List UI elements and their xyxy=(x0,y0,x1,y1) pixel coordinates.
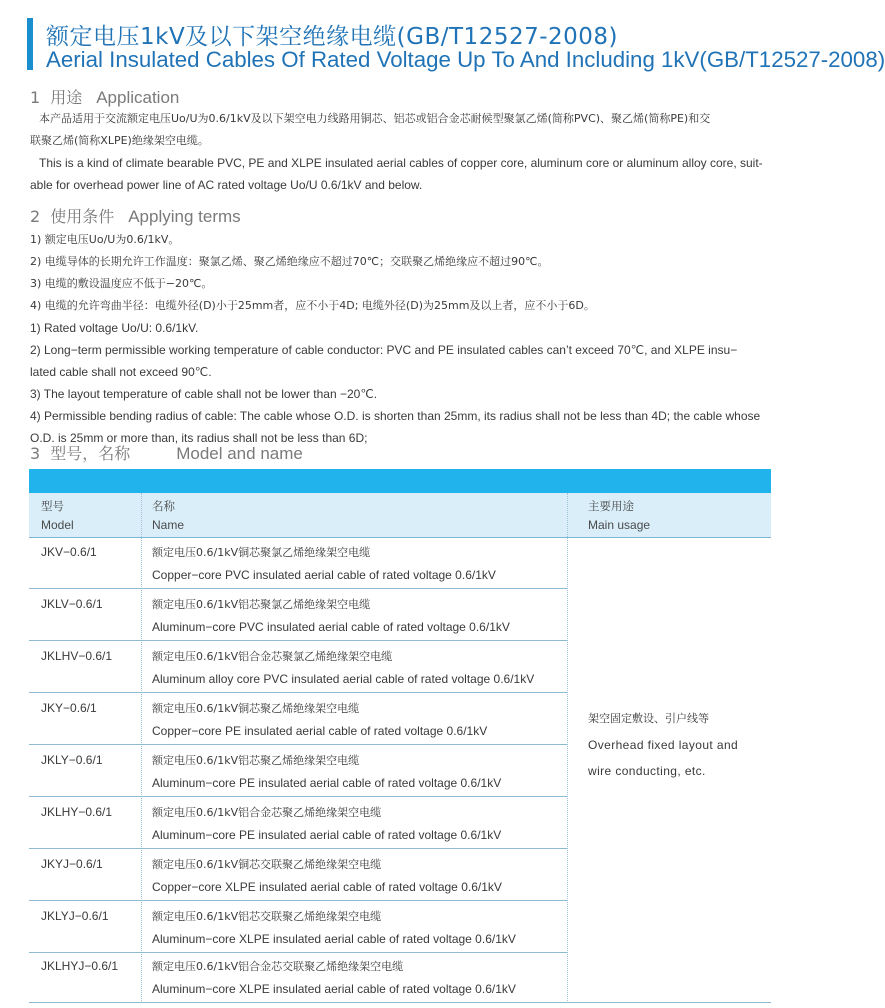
header-name-en: Name xyxy=(152,518,185,532)
text-line: 本产品适用于交流额定电压Uo/U为0.6/1kV及以下架空电力线路用铜芯、铝芯或铝合金芯耐候型聚氯乙烯(简称PVC)、聚乙烯(简称PE)和交 xyxy=(39,112,711,125)
text-line: 3) 电缆的敷设温度应不低于−20℃。 xyxy=(30,277,213,290)
row-name-en: Aluminum alloy core PVC insulated aerial cable of rated voltage 0.6/1kV xyxy=(152,672,535,686)
section-title-cn: 用途 xyxy=(50,88,83,107)
title-accent-bar xyxy=(27,18,33,70)
text-line: lated cable shall not exceed 90℃. xyxy=(30,365,212,379)
column-divider xyxy=(567,493,568,1003)
row-name-en: Copper−core XLPE insulated aerial cable of rated voltage 0.6/1kV xyxy=(152,880,502,894)
header-name xyxy=(152,497,184,535)
page-title-cn: 额定电压1kV及以下架空绝缘电缆(GB/T12527-2008) xyxy=(46,24,619,50)
row-model: JKLHY−0.6/1 xyxy=(41,805,113,819)
header-model-cn: 型号 xyxy=(41,499,64,513)
text-line: 1) Rated voltage Uo/U: 0.6/1kV. xyxy=(30,321,199,335)
row-model: JKLY−0.6/1 xyxy=(41,753,103,767)
row-name-en: Aluminum−core PE insulated aerial cable of rated voltage 0.6/1kV xyxy=(152,828,502,842)
section-terms-heading xyxy=(30,204,241,227)
text-line: 4) Permissible bending radius of cable: The cable whose O.D. is shorten than 25mm, its radius shall not be less than 4D; the cable whose xyxy=(30,409,761,423)
row-model: JKLHV−0.6/1 xyxy=(41,649,113,663)
row-name-en: Copper−core PE insulated aerial cable of rated voltage 0.6/1kV xyxy=(152,724,488,738)
text-line: able for overhead power line of AC rated voltage Uo/U 0.6/1kV and below. xyxy=(30,178,423,192)
row-name-en: Aluminum−core PVC insulated aerial cable of rated voltage 0.6/1kV xyxy=(152,620,510,634)
table-top-band xyxy=(29,469,771,493)
section-title-en: Application xyxy=(96,88,180,107)
row-model: JKYJ−0.6/1 xyxy=(41,857,103,871)
usage-cn: 架空固定敷设、引户线等 xyxy=(588,712,709,725)
row-model: JKY−0.6/1 xyxy=(41,701,97,715)
row-name-cn: 额定电压0.6/1kV铝芯聚氯乙烯绝缘架空电缆 xyxy=(152,598,371,611)
text-line: 2) 电缆导体的长期允许工作温度：聚氯乙烯、聚乙烯绝缘应不超过70℃；交联聚乙烯绝缘应不超过90℃。 xyxy=(30,255,549,268)
row-name-cn: 额定电压0.6/1kV铝合金芯聚氯乙烯绝缘架空电缆 xyxy=(152,650,393,663)
row-name-cn: 额定电压0.6/1kV铜芯交联聚乙烯绝缘架空电缆 xyxy=(152,858,382,871)
table-row xyxy=(29,641,567,693)
table-row xyxy=(29,745,567,797)
section-model-heading xyxy=(30,441,303,464)
row-name-en: Aluminum−core PE insulated aerial cable of rated voltage 0.6/1kV xyxy=(152,776,502,790)
row-name-cn: 额定电压0.6/1kV铝芯聚乙烯绝缘架空电缆 xyxy=(152,754,360,767)
section-title-cn: 型号，名称 xyxy=(50,444,131,463)
terms-paragraph xyxy=(30,229,770,449)
usage-en-line2: wire conducting, etc. xyxy=(588,764,706,778)
row-name-cn: 额定电压0.6/1kV铝芯交联聚乙烯绝缘架空电缆 xyxy=(152,910,382,923)
text-line: This is a kind of climate bearable PVC, PE and XLPE insulated aerial cables of copper core, aluminum core or aluminum alloy core, suit- xyxy=(39,156,763,170)
section-title-en: Model and name xyxy=(176,444,303,463)
table-row xyxy=(29,693,567,745)
section-title-cn: 使用条件 xyxy=(50,207,115,226)
row-name-en: Aluminum−core XLPE insulated aerial cable of rated voltage 0.6/1kV xyxy=(152,982,516,996)
header-name-cn: 名称 xyxy=(152,499,175,513)
row-model: JKLV−0.6/1 xyxy=(41,597,103,611)
section-application-heading xyxy=(30,85,179,108)
table-row xyxy=(29,589,567,641)
main-usage-cell xyxy=(588,706,768,784)
header-usage-cn: 主要用途 xyxy=(588,499,634,513)
header-usage-en: Main usage xyxy=(588,518,651,532)
table-bottom-rule xyxy=(29,1002,771,1003)
row-model: JKLHYJ−0.6/1 xyxy=(41,959,119,973)
section-number: 3 xyxy=(30,444,41,463)
table-row xyxy=(29,537,567,589)
usage-en-line1: Overhead fixed layout and xyxy=(588,738,739,752)
section-title-en: Applying terms xyxy=(128,207,241,226)
section-number: 1 xyxy=(30,88,41,107)
row-model: JKV−0.6/1 xyxy=(41,545,97,559)
header-usage xyxy=(588,497,650,535)
text-line: 4) 电缆的允许弯曲半径：电缆外径(D)小于25mm者，应不小于4D; 电缆外径(D)为25mm及以上者，应不小于6D。 xyxy=(30,299,595,312)
text-line: O.D. is 25mm or more than, its radius shall not be less than 6D; xyxy=(30,431,368,445)
text-line: 1) 额定电压Uo/U为0.6/1kV。 xyxy=(30,233,180,246)
row-name-cn: 额定电压0.6/1kV铜芯聚氯乙烯绝缘架空电缆 xyxy=(152,546,371,559)
table-row xyxy=(29,901,567,953)
text-line: 3) The layout temperature of cable shall not be lower than −20℃. xyxy=(30,387,378,401)
page-title-en: Aerial Insulated Cables Of Rated Voltage Up To And Including 1kV(GB/T12527-2008) xyxy=(46,47,885,72)
row-model: JKLYJ−0.6/1 xyxy=(41,909,109,923)
row-name-cn: 额定电压0.6/1kV铜芯聚乙烯绝缘架空电缆 xyxy=(152,702,360,715)
table-row xyxy=(29,951,567,1002)
table-row xyxy=(29,849,567,901)
header-model xyxy=(41,497,74,535)
header-model-en: Model xyxy=(41,518,74,532)
row-name-en: Aluminum−core XLPE insulated aerial cable of rated voltage 0.6/1kV xyxy=(152,932,516,946)
row-name-en: Copper−core PVC insulated aerial cable of rated voltage 0.6/1kV xyxy=(152,568,496,582)
application-paragraph xyxy=(30,108,770,196)
text-line: 联聚乙烯(简称XLPE)绝缘架空电缆。 xyxy=(30,134,209,147)
table-row xyxy=(29,797,567,849)
row-name-cn: 额定电压0.6/1kV铝合金芯交联聚乙烯绝缘架空电缆 xyxy=(152,960,404,973)
section-number: 2 xyxy=(30,207,41,226)
text-line: 2) Long−term permissible working temperature of cable conductor: PVC and PE insulated cables can’t exceed 70℃, and XLPE insu− xyxy=(30,343,738,357)
row-name-cn: 额定电压0.6/1kV铝合金芯聚乙烯绝缘架空电缆 xyxy=(152,806,382,819)
